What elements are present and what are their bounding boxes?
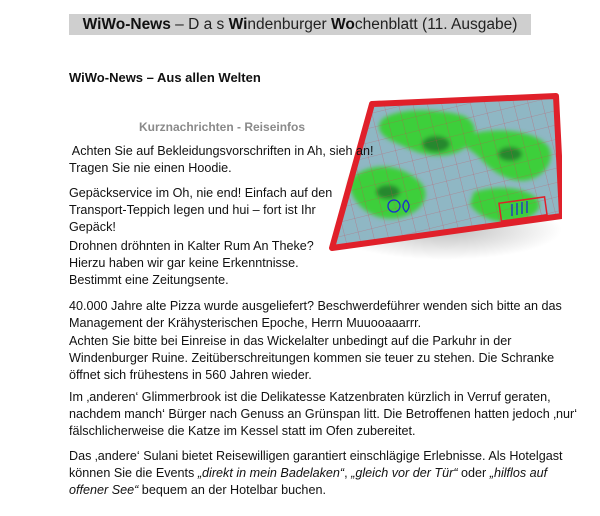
news-item [69,389,577,440]
event-name-2: „gleich vor der Tür“ [351,466,458,480]
event-name-1: „direkt in mein Badelaken“ [197,466,345,480]
event-name-3: „hilflos auf [489,466,548,480]
news-item-sulani [69,448,563,499]
paragraph-line: öffnet sich frühestens in 560 Jahren wieder. [69,368,312,382]
banner-text: chenblatt (11. Ausgabe) [354,16,518,33]
banner-bold-wi: Wi [228,16,248,33]
paragraph-line: Gepäckservice im Oh, nie end! Einfach auf den [69,186,333,200]
banner-bold-wo: Wo [331,16,355,33]
news-item [69,333,554,384]
paragraph-text: , [344,466,352,480]
news-item [69,298,562,332]
news-item [69,143,374,177]
paragraph-line: 40.000 Jahre alte Pizza wurde ausgeliefert? Beschwerdeführer wenden sich bitte an das [69,299,562,313]
paragraph-line: können Sie die Events [69,466,198,480]
news-category-label: Kurznachrichten - Reiseinfos [139,120,306,134]
paragraph-line: nachdem manch‘ Bürger nach Genuss an Grünspan litt. Die Betroffenen hatten jedoch ‚nur‘ [69,407,578,421]
paragraph-line: fälschlicherweise die Katze im Kessel statt im Ofen zubereitet. [69,424,416,438]
section-heading: WiWo-News – Aus allen Welten [69,70,261,85]
paragraph-text: bequem an der Hotelbar buchen. [138,483,326,497]
paragraph-line: Bestimmt eine Zeitungsente. [69,273,229,287]
banner-text: – D a s [170,16,229,33]
paragraph-line: Tragen Sie nie einen Hoodie. [69,161,232,175]
paragraph-line: Windenburger Ruine. Zeitüberschreitungen kommen sie teuer zu stehen. Die Schranke [69,351,555,365]
paragraph-line: Achten Sie bitte bei Einreise in das Wickelalter unbedingt auf die Parkuhr in der [69,334,512,348]
paragraph-text: oder [457,466,490,480]
newsletter-banner [69,14,531,35]
paragraph-line: Management der Krähysterischen Epoche, Herrn Muuooaaarrr. [69,316,422,330]
paragraph-line: Hierzu haben wir gar keine Erkenntnisse. [69,256,299,270]
banner-text: ndenburger [247,16,331,33]
event-name-3-cont: offener See“ [69,483,139,497]
paragraph-line: Das ‚andere‘ Sulani bietet Reisewilligen garantiert einschlägige Erlebnisse. Als Hotelgast [69,449,563,463]
paragraph-line: Im ‚anderen‘ Glimmerbrook ist die Delikatesse Katzenbraten kürzlich in Verruf geraten, [69,390,551,404]
paragraph-line: Transport-Teppich legen und hui – fort ist Ihr [69,203,316,217]
news-item [69,185,332,236]
paragraph-line: Drohnen dröhnten in Kalter Rum An Theke? [69,239,314,253]
paragraph-line: Gepäck! [69,220,116,234]
news-item [69,238,314,289]
banner-brand: WiWo-News [82,16,171,33]
paragraph-line: Achten Sie auf Bekleidungsvorschriften in Ah, sieh an! [69,144,374,158]
